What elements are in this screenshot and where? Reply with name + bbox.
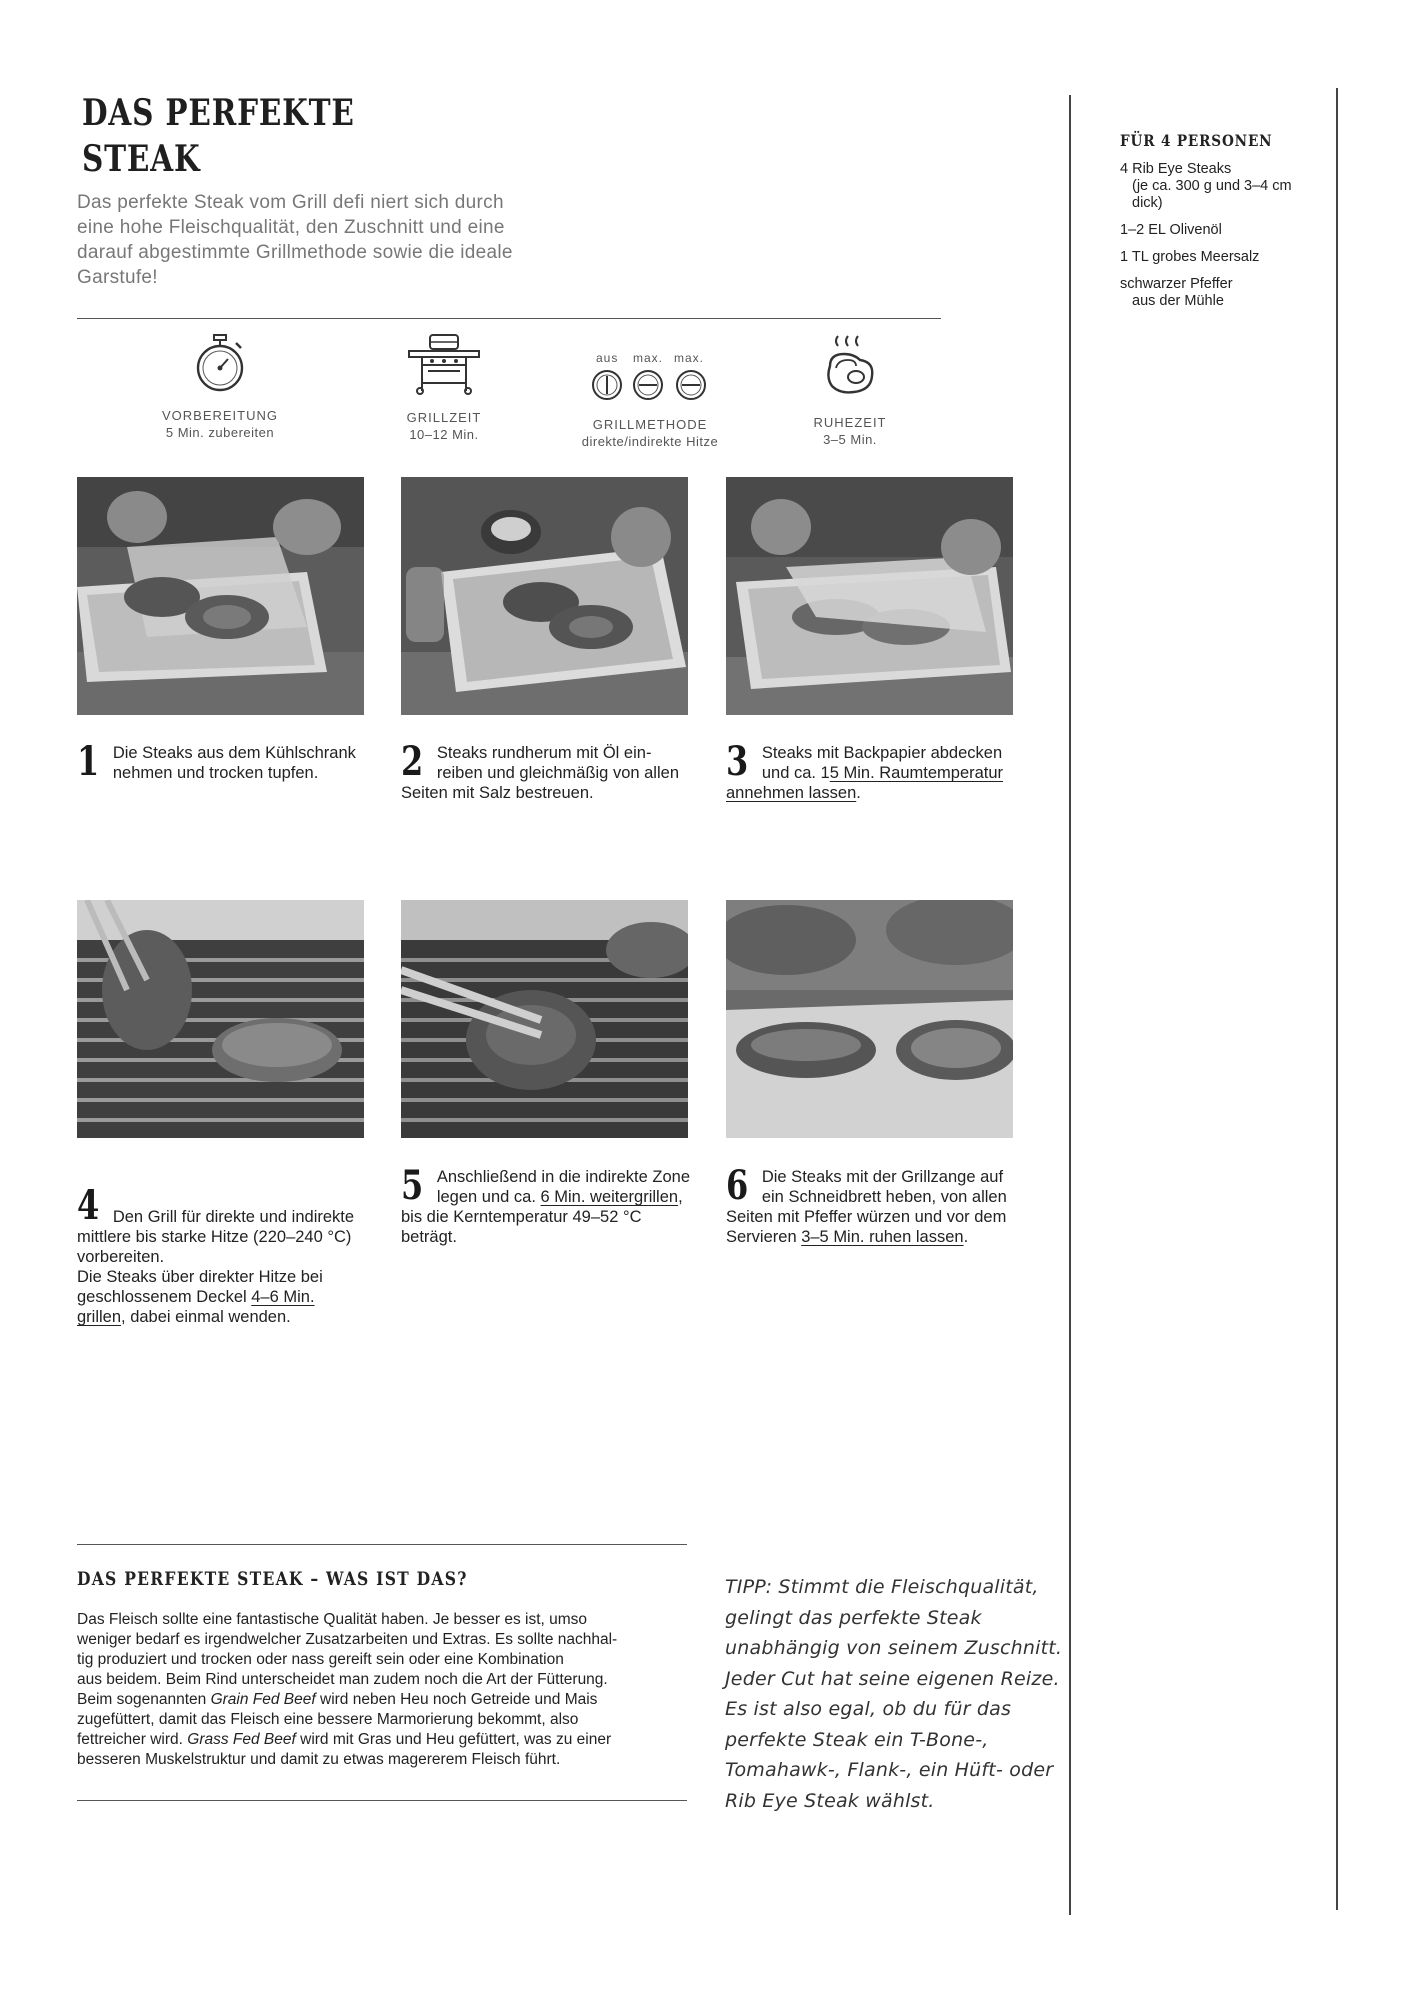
title-line-1: DAS PERFEKTE <box>82 92 355 134</box>
step-text: Den Grill für direkte und indirekte mittlere bis starke Hitze (220–240 °C) vorbereiten. Die Steaks über direkter Hitze bei geschlossenem Deckel <box>77 1208 355 1306</box>
step-number: 5 <box>401 1162 424 1209</box>
article-heading: DAS PERFEKTE STEAK – WAS IST DAS? <box>77 1568 468 1590</box>
step-highlight: 6 Min. weitergrillen <box>540 1188 679 1206</box>
ingredient-item <box>1120 161 1320 212</box>
method-value: direkte/indirekte Hitze <box>581 434 719 449</box>
step-text-end: . <box>856 784 861 802</box>
step-highlight: 4–6 Min. grillen <box>77 1288 315 1326</box>
article-line: fettreicher wird. Grass Fed Beef wird mit Gras und Heu gefüttert, was zu einer <box>77 1731 612 1748</box>
knob-label-max-2: max. <box>674 351 705 365</box>
step-2 <box>401 738 691 803</box>
ingredient-item: 1 TL grobes Meersalz <box>1120 249 1260 265</box>
intro-text: Das perfekte Steak vom Grill defi niert sich durch eine hohe Fleischqualität, den Zuschnitt und eine darauf abgestimmte Grillmethode sowie die ideale Garstufe! <box>77 192 513 288</box>
step-number: 1 <box>77 738 100 785</box>
grill-icon <box>406 333 482 395</box>
step-6 <box>726 1162 1016 1247</box>
step-text-end: . <box>963 1228 969 1246</box>
rest-label: RUHEZEIT <box>813 415 887 430</box>
ingredient-line: schwarzer Pfeffer <box>1120 276 1233 292</box>
step-number: 3 <box>726 738 749 785</box>
ingredients-list <box>1120 161 1320 310</box>
step-number: 4 <box>77 1182 100 1229</box>
tongs-steak-photo <box>401 900 688 1138</box>
step-text: Anschließend in die indirekte Zone legen und ca. <box>436 1168 690 1206</box>
prep-label: VORBEREITUNG <box>161 408 278 423</box>
article-body <box>77 1610 687 1770</box>
info-prep <box>150 333 290 441</box>
step-text: Die Steaks mit der Grillzange auf ein Schneidbrett heben, von allen Seiten mit Pfeffer würzen und vor dem Servieren <box>726 1168 1007 1246</box>
ingredient-line: 4 Rib Eye Steaks <box>1120 161 1232 177</box>
step-text-end: , bis die Kerntemperatur 49–52 °C beträgt. <box>401 1188 683 1246</box>
article-line: Das Fleisch sollte eine fantastische Qualität haben. Je besser es ist, umso <box>77 1611 588 1628</box>
step-1 <box>77 738 367 785</box>
title-line-2: STEAK <box>82 138 201 180</box>
stopwatch-icon <box>192 333 248 393</box>
rest-value: 3–5 Min. <box>823 432 877 447</box>
burner-knobs-icon <box>590 350 710 402</box>
step-number: 6 <box>726 1162 749 1209</box>
steak-icon <box>822 334 878 400</box>
grill-label: GRILLZEIT <box>406 410 482 425</box>
article-line: aus beidem. Beim Rind unterscheidet man zudem noch die Art der Fütterung. <box>77 1671 608 1688</box>
ingredient-line: (je ca. 300 g und 3–4 cm dick) <box>1132 178 1292 211</box>
article-line: zugefüttert, damit das Fleisch eine bessere Marmorierung bekommt, also <box>77 1711 579 1728</box>
step-text: Steaks rundherum mit Öl einreiben und gleichmäßig von allen Seiten mit Salz bestreuen. <box>401 744 679 802</box>
steaks-on-tray-photo <box>77 477 364 715</box>
ingredient-item <box>1120 276 1320 310</box>
step-number: 2 <box>401 738 424 785</box>
step-highlight: 5 Min. Raumtemperatur annehmen lassen <box>726 764 1004 802</box>
step-text: Steaks mit Backpapier abdecken und ca. 1 <box>761 744 1003 782</box>
article-line: besseren Muskelstruktur und damit zu etwas magererem Fleisch führt. <box>77 1751 561 1768</box>
step-text-end: , dabei einmal wenden. <box>121 1308 291 1326</box>
article-emphasis: Grain Fed Beef <box>210 1691 316 1708</box>
knob-label-off: aus <box>596 351 619 365</box>
article-divider-top <box>77 1544 687 1545</box>
article-emphasis: Grass Fed Beef <box>187 1731 296 1748</box>
info-grill <box>374 333 514 443</box>
article-line: Beim sogenannten Grain Fed Beef wird neben Heu noch Getreide und Mais <box>77 1691 598 1708</box>
ingredient-item: 1–2 EL Olivenöl <box>1120 222 1222 238</box>
ingredient-text <box>1120 161 1320 212</box>
prep-value: 5 Min. zubereiten <box>165 425 275 440</box>
tip-text: TIPP: Stimmt die Fleischqualität, gelingt das perfekte Steak unabhängig von seinem Zuschnitt. Jeder Cut hat seine eigenen Reize. Es ist also egal, ob du für das perfekte Steak ein T-Bone-, Tomahawk-, Flank-, ein Hüft- oder Rib Eye Steak wählst. <box>725 1576 1063 1812</box>
article-line: tig produziert und trocken oder nass gereift sein oder eine Kombination <box>77 1651 564 1668</box>
salting-steaks-photo <box>401 477 688 715</box>
ingredient-text <box>1120 276 1320 310</box>
step-text: Die Steaks aus dem Kühlschrank nehmen und trocken tupfen. <box>112 744 356 782</box>
step-3 <box>726 738 1016 803</box>
info-rest <box>790 334 910 448</box>
covering-steaks-photo <box>726 477 1013 715</box>
page-title <box>82 90 415 182</box>
step-4 <box>77 1167 367 1327</box>
resting-steaks-photo <box>726 900 1013 1138</box>
ingredients-heading: FÜR 4 PERSONEN <box>1120 131 1273 150</box>
header-divider <box>77 318 941 319</box>
article-divider-bottom <box>77 1800 687 1801</box>
knob-label-max-1: max. <box>633 351 664 365</box>
sidebar-divider-left <box>1069 95 1071 1915</box>
info-method <box>560 350 740 450</box>
ingredients-sidebar <box>1120 132 1320 320</box>
method-label: GRILLMETHODE <box>592 417 708 432</box>
sidebar-divider-right <box>1336 88 1338 1910</box>
step-highlight: 3–5 Min. ruhen lassen <box>801 1228 964 1246</box>
steaks-on-grill-photo <box>77 900 364 1138</box>
ingredient-line: aus der Mühle <box>1132 293 1224 309</box>
article-line: weniger bedarf es irgendwelcher Zusatzarbeiten und Extras. Es sollte nachhal- <box>77 1631 618 1648</box>
step-5 <box>401 1162 691 1247</box>
grill-value: 10–12 Min. <box>409 427 479 442</box>
